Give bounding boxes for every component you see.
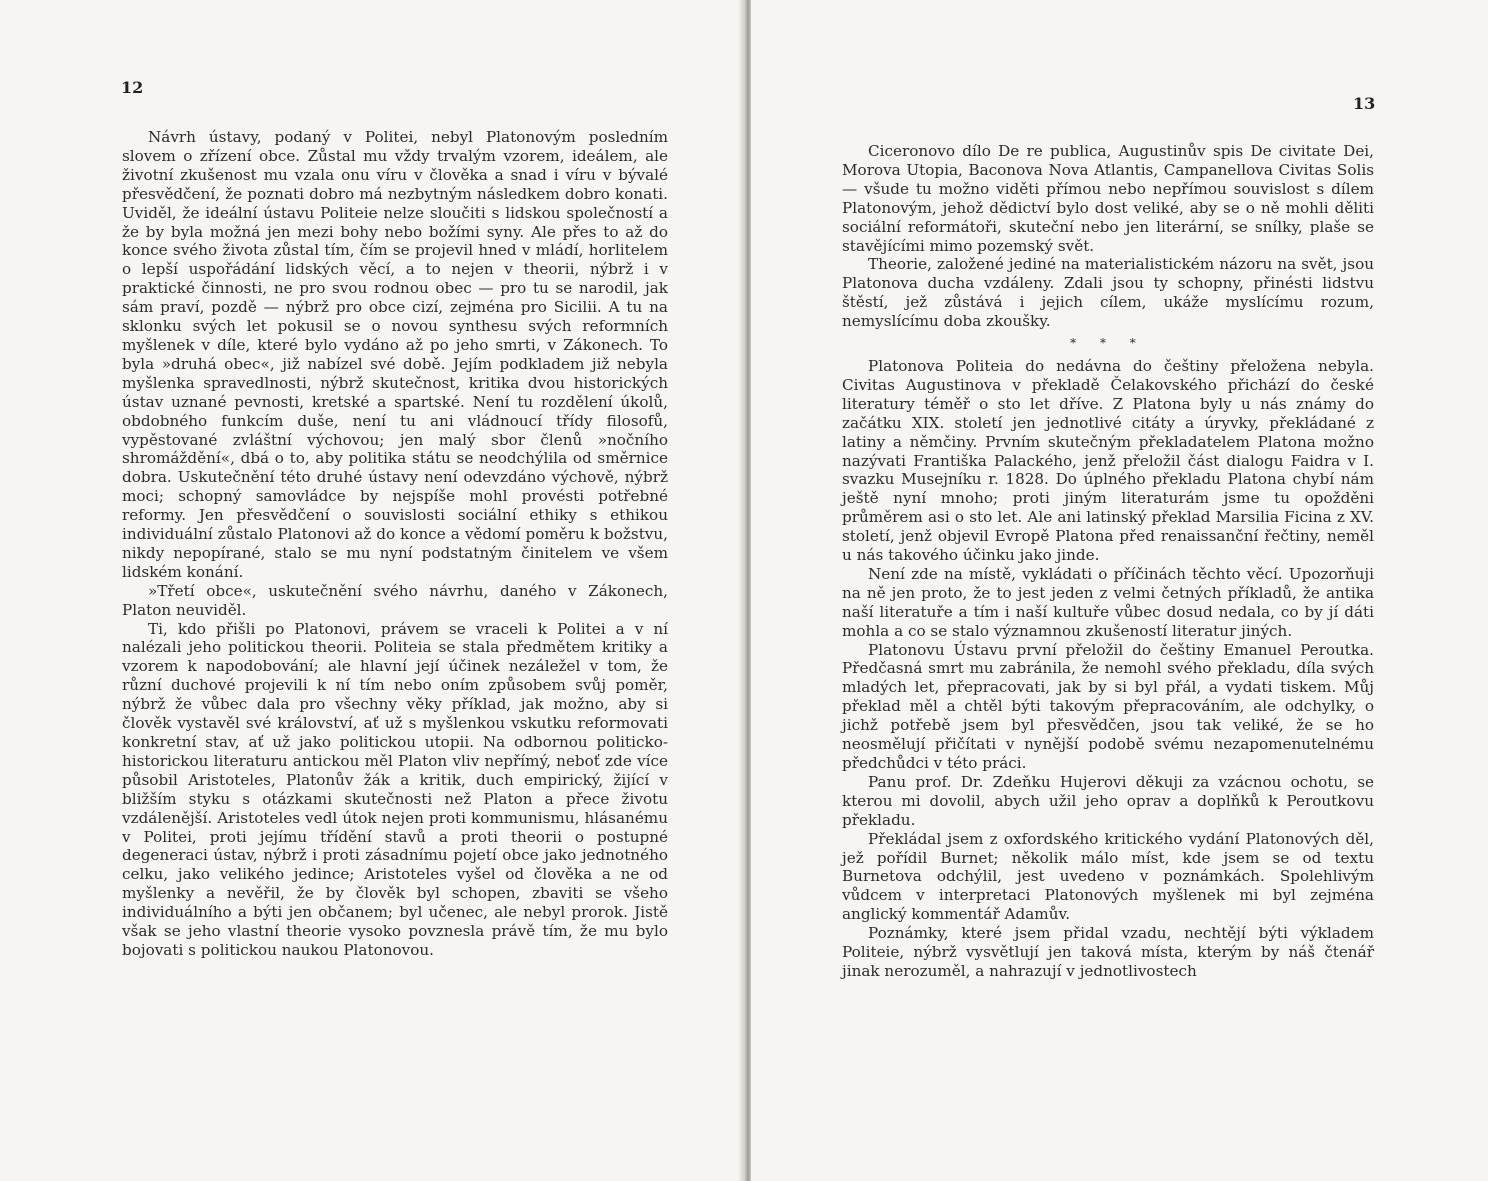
section-break: * * *	[1070, 336, 1146, 351]
page-number-left: 12	[121, 78, 144, 97]
paragraph: Ciceronovo dílo De re publica, Augustinův spis De civitate Dei, Morova Utopia, Baconova Nova Atlantis, Campanellova Civitas Solis — všude tu možno viděti přímou nebo nepřímou souvislost s dílem Platonovým, jehož dědictví bylo dost veliké, aby se o ně mohli děliti sociální reformátoři, skuteční nebo jen literární, se snílky, plaše se stavějícími mimo pozemský svět.	[842, 142, 1374, 255]
paragraph: Poznámky, které jsem přidal vzadu, nechtějí býti výkladem Politeie, nýbrž vysvětlují jen taková místa, kterým by náš čtenář jinak nerozuměl, a nahrazují v jednotlivostech	[842, 924, 1374, 980]
paragraph: »Třetí obce«, uskutečnění svého návrhu, daného v Zákonech, Platon neuviděl.	[122, 581, 668, 619]
paragraph: Theorie, založené jediné na materialistickém názoru na svět, jsou Platonova ducha vzdáleny. Zdali jsou ty schopny, přinésti lidstvu štěstí, jež zůstává i jejich cílem, ukáže myslícímu rozum, nemyslícímu doba zkoušky.	[842, 255, 1374, 331]
paragraph: Platonovu Ústavu první přeložil do češtiny Emanuel Peroutka. Předčasná smrt mu zabránila, že nemohl svého překladu, díla svých mladých let, přepracovati, jak by si byl přál, a vydati tiskem. Můj překlad měl a chtěl býti takovým přepracováním, ale odchylky, o jichž potřebě jsem byl přesvědčen, jsou tak veliké, že se ho neosmělují přičítati v nynější podobě svému nezapomenutelnému předchůdci v této práci.	[842, 640, 1374, 772]
paragraph: Ti, kdo přišli po Platonovi, právem se vraceli k Politei a v ní nalézali jeho politickou theorii. Politeia se stala předmětem kritiky a vzorem k napodobování; ale hlavní její účinek nezáležel v tom, že různí duchové projevili k ní tím nebo oním způsobem svůj poměr, nýbrž že vůbec dala pro všechny věky příklad, jak možno, aby si člověk vystavěl své království, ať už s myšlenkou vskutku reformovati konkretní stav, ať už jako politickou utopii. Na odbornou politicko-historickou literaturu antickou měl Platon vliv nepřímý, neboť zde více působil Aristoteles, Platonův žák a kritik, duch empirický, žijící v bližším styku s otázkami skutečnosti než Platon a přece životu vzdálenější. Aristoteles vedl útok nejen proti kommunismu, hlásanému v Politei, proti jejímu třídění stavů a proti theorii o postupné degeneraci ústav, nýbrž i proti zásadnímu pojetí obce jako jednotného celku, jako velikého jedince; Aristoteles vyšel od člověka a ne od myšlenky a nevěřil, že by člověk byl schopen, zbaviti se všeho individuálního a býti jen občanem; byl učenec, ale nebyl prorok. Jistě však se jeho vlastní theorie vysoko povznesla právě tím, že mu bylo bojovati s politickou naukou Platonovou.	[122, 619, 668, 959]
right-page	[751, 0, 1488, 1181]
right-page-text	[842, 142, 1374, 981]
paragraph: Překládal jsem z oxfordského kritického vydání Platonových děl, jež pořídil Burnet; několik málo míst, kde jsem se od textu Burnetova odchýlil, jest uvedeno v poznámkách. Spolehlivým vůdcem v interpretaci Platonových myšlenek mi byl zejména anglický kommentář Adamův.	[842, 829, 1374, 924]
paragraph: Není zde na místě, vykládati o příčinách těchto věcí. Upozorňuji na ně jen proto, že to jest jeden z velmi četných příkladů, že antika naší literatuře a tím i naší kultuře vůbec dosud nedala, co by jí dáti mohla a co se stalo významnou zkušeností literatur jiných.	[842, 564, 1374, 640]
paragraph: Návrh ústavy, podaný v Politei, nebyl Platonovým posledním slovem o zřízení obce. Zůstal mu vždy trvalým vzorem, ideálem, ale životní zkušenost mu vzala onu víru v člověka a snad i víru v bývalé přesvědčení, že poznati dobro má nezbytným následkem dobro konati. Uviděl, že ideální ústavu Politeie nelze sloučiti s lidskou společností a že by byla možná jen mezi bohy nebo božími syny. Ale přes to až do konce svého života zůstal tím, čím se projevil hned v mládí, horlitelem o lepší uspořádání lidských věcí, a to nejen v theorii, nýbrž i v praktické činnosti, ne pro svou rodnou obec — pro tu se narodil, jak sám praví, pozdě — nýbrž pro obce cizí, zejména pro Sicilii. A tu na sklonku svých let pokusil se o novou synthesu svých reformních myšlenek v díle, které bylo vydáno až po jeho smrti, v Zákonech. To byla »druhá obec«, již nabízel své době. Jejím podkladem již nebyla myšlenka spravedlnosti, nýbrž skutečnost, kritika dvou historických ústav uznané pevnosti, kretské a spartské. Není tu rozdělení úkolů, obdobného funkcím duše, není tu ani vládnoucí třídy filosofů, vypěstované zvláštní výchovou; jen malý sbor členů »nočního shromáždění«, dbá o to, aby politika státu se neodchýlila od směrnice dobra. Uskutečnění této druhé ústavy není odevzdáno výchově, nýbrž moci; schopný samovládce by nejspíše mohl provésti potřebné reformy. Jen přesvědčení o souvislosti sociální ethiky s ethikou individuální zůstalo Platonovi až do konce a vědomí poměru k božstvu, nikdy nepopírané, stalo se mu nyní podstatným činitelem ve všem lidském konání.	[122, 128, 668, 581]
paragraph: Platonova Politeia do nedávna do češtiny přeložena nebyla. Civitas Augustinova v překladě Čelakovského přichází do české literatury téměř o sto let dříve. Z Platona byly u nás známy do začátku XIX. století jen jednotlivé citáty a úryvky, překládané z latiny a němčiny. Prvním skutečným překladatelem Platona možno nazývati Františka Palackého, jenž přeložil část dialogu Faidra v I. svazku Musejníku r. 1828. Do úplného překladu Platona chybí nám ještě nyní mnoho; proti jiným literaturám jsme tu opožděni průměrem asi o sto let. Ale ani latinský překlad Marsilia Ficina z XV. století, jenž objevil Evropě Platona před renaissanční řečtiny, neměl u nás takového účinku jako jinde.	[842, 356, 1374, 565]
left-page-text	[122, 128, 668, 960]
page-number-right: 13	[1353, 94, 1376, 113]
paragraph: Panu prof. Dr. Zdeňku Hujerovi děkuji za vzácnou ochotu, se kterou mi dovolil, abych užil jeho oprav a doplňků k Peroutkovu překladu.	[842, 772, 1374, 829]
